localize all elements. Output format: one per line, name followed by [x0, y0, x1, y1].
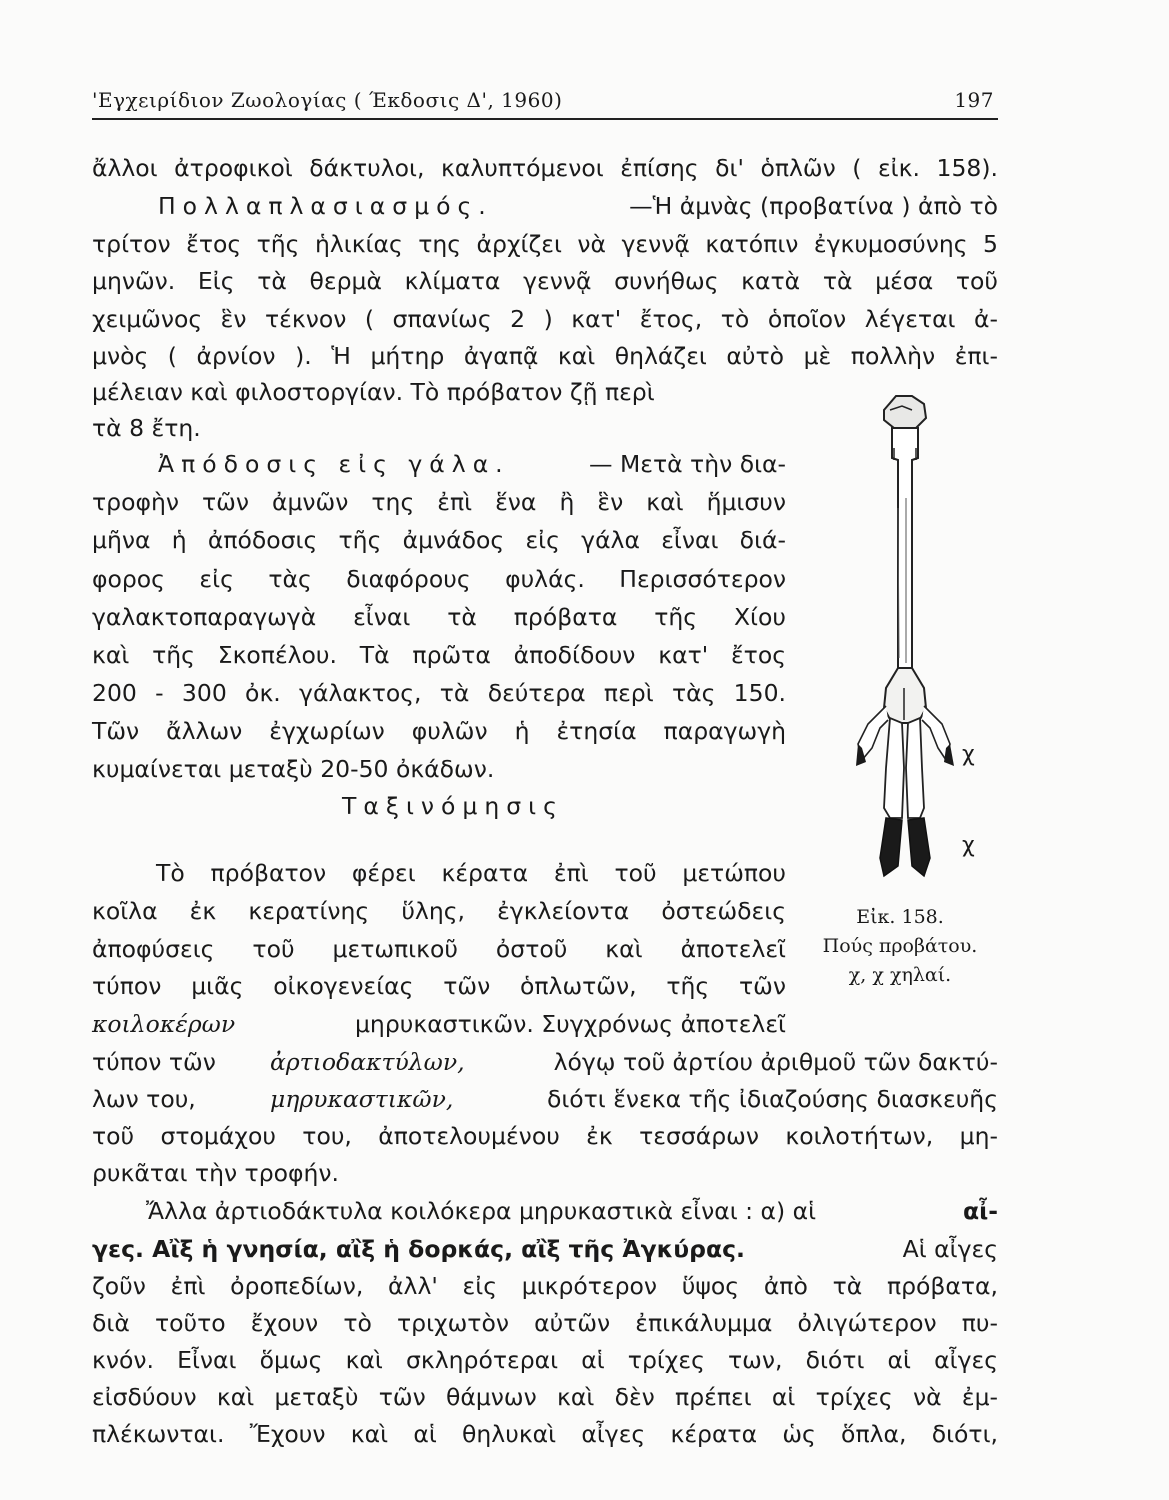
text-line: τοῦ στομάχου του, ἀποτελουμένου ἐκ τεσσάρων κοιλοτήτων, μη-: [92, 1122, 998, 1150]
section-term-milk-yield: Ἀπόδοσις εἰς γάλα.: [158, 450, 510, 478]
text-line: [92, 446, 786, 482]
text-line: 200 - 300 ὀκ. γάλακτος, τὰ δεύτερα περὶ τὰς 150.: [92, 679, 786, 707]
running-header: [92, 84, 998, 120]
text-line: κοῖλα ἐκ κερατίνης ὕλης, ἐγκλείοντα ὀστεώδεις: [92, 897, 786, 925]
text-line: διὰ τοῦτο ἔχουν τὸ τριχωτὸν αὐτῶν ἐπικάλυμμα ὀλιγώτερον πυ-: [92, 1309, 998, 1337]
hoof-label: χ: [962, 742, 975, 767]
text-line: κνόν. Εἶναι ὅμως καὶ σκληρότεραι αἱ τρίχες των, διότι αἱ αἶγες: [92, 1346, 998, 1374]
italic-term: ἀρτιοδακτύλων,: [270, 1048, 465, 1076]
text-line: [92, 188, 998, 224]
bold-term: γες. Αἲξ ἡ γνησία, αἲξ ἡ δορκάς, αἲξ τῆς Ἀγκύρας.: [92, 1235, 745, 1263]
figure-caption-number: Εἰκ. 158.: [856, 906, 944, 928]
text-line: ἄλλοι ἀτροφικοὶ δάκτυλοι, καλυπτόμενοι ἐπίσης δι' ὁπλῶν ( εἰκ. 158).: [92, 154, 998, 182]
text-line: γαλακτοπαραγωγὰ εἶναι τὰ πρόβατα τῆς Χίου: [92, 603, 786, 631]
text-line: καὶ τῆς Σκοπέλου. Τὰ πρῶτα ἀποδίδουν κατ' ἔτος: [92, 641, 786, 669]
text-line: [92, 1006, 786, 1042]
section-term-multiplication: Πολλαπλασιασμός.: [158, 192, 493, 220]
text-span: Αἱ αἶγες: [902, 1235, 998, 1263]
italic-term: κοιλοκέρων: [92, 1010, 236, 1038]
text-span: μηρυκαστικῶν. Συγχρόνως ἀποτελεῖ: [354, 1010, 786, 1038]
text-line: Τὸ πρόβατον φέρει κέρατα ἐπὶ τοῦ μετώπου: [156, 859, 786, 887]
text-span: Ἄλλα ἀρτιοδάκτυλα κοιλόκερα μηρυκαστικὰ εἶναι : α) αἱ: [146, 1197, 817, 1225]
text-line: [92, 1193, 998, 1229]
italic-term: μηρυκαστικῶν,: [270, 1085, 454, 1113]
text-line: φορος εἰς τὰς διαφόρους φυλάς. Περισσότερον: [92, 565, 786, 593]
text-line: τροφὴν τῶν ἀμνῶν της ἐπὶ ἕνα ἢ ἓν καὶ ἥμισυν: [92, 488, 786, 516]
section-heading: Ταξινόμησις: [342, 792, 564, 820]
text-line: μηνῶν. Εἰς τὰ θερμὰ κλίματα γεννᾷ συνήθως κατὰ τὰ μέσα τοῦ: [92, 267, 998, 295]
text-line: πλέκωνται. Ἔχουν καὶ αἱ θηλυκαὶ αἶγες κέρατα ὡς ὅπλα, διότι,: [92, 1420, 998, 1448]
text-span: —Ἡ ἀμνὰς (προβατίνα ) ἀπὸ τὸ: [629, 192, 998, 220]
text-line: τὰ 8 ἔτη.: [92, 414, 201, 442]
text-line: [92, 1231, 998, 1267]
text-line: εἰσδύουν καὶ μεταξὺ τῶν θάμνων καὶ δὲν πρέπει αἱ τρίχες νὰ ἐμ-: [92, 1383, 998, 1411]
text-line: μνὸς ( ἀρνίον ). Ἡ μήτηρ ἀγαπᾷ καὶ θηλάζει αὐτὸ μὲ πολλὴν ἐπι-: [92, 342, 998, 370]
text-line: Τῶν ἄλλων ἐγχωρίων φυλῶν ἡ ἐτησία παραγωγὴ: [92, 717, 786, 745]
text-line: [92, 1044, 998, 1080]
book-title: 'Εγχειρίδιον Ζωολογίας ( Έκδοσις Δ', 1960): [92, 88, 563, 112]
text-line: μῆνα ἡ ἀπόδοσις τῆς ἀμνάδος εἰς γάλα εἶναι διά-: [92, 526, 786, 554]
text-line: κυμαίνεται μεταξὺ 20-50 ὀκάδων.: [92, 755, 495, 783]
text-span: λόγῳ τοῦ ἀρτίου ἀριθμοῦ τῶν δακτύ-: [553, 1048, 998, 1076]
bold-term: αἶ-: [962, 1197, 998, 1225]
sheep-foot-illustration: [846, 388, 966, 888]
page-number: 197: [954, 88, 994, 112]
hoof-label: χ: [962, 833, 975, 858]
text-line: [92, 1081, 998, 1117]
text-line: ρυκᾶται τὴν τροφήν.: [92, 1159, 339, 1187]
figure-caption-title: Πούς προβάτου.: [822, 935, 978, 957]
text-line: χειμῶνος ἓν τέκνον ( σπανίως 2 ) κατ' ἔτος, τὸ ὁποῖον λέγεται ἀ-: [92, 305, 998, 333]
text-span: τύπον τῶν: [92, 1048, 216, 1076]
text-line: μέλειαν καὶ φιλοστοργίαν. Τὸ πρόβατον ζῇ περὶ: [92, 378, 655, 406]
text-span: — Μετὰ τὴν δια-: [589, 450, 786, 478]
text-line: ἀποφύσεις τοῦ μετωπικοῦ ὀστοῦ καὶ ἀποτελεῖ: [92, 935, 786, 963]
text-span: διότι ἕνεκα τῆς ἰδιαζούσης διασκευῆς: [546, 1085, 998, 1113]
figure-caption-legend: χ, χ χηλαί.: [848, 964, 952, 986]
text-line: τρίτον ἔτος τῆς ἡλικίας της ἀρχίζει νὰ γεννᾷ κατόπιν ἐγκυμοσύνης 5: [92, 230, 998, 258]
text-line: τύπον μιᾶς οἰκογενείας τῶν ὁπλωτῶν, τῆς τῶν: [92, 972, 786, 1000]
text-span: λων του,: [92, 1085, 196, 1113]
text-line: ζοῦν ἐπὶ ὀροπεδίων, ἀλλ' εἰς μικρότερον ὕψος ἀπὸ τὰ πρόβατα,: [92, 1272, 998, 1300]
